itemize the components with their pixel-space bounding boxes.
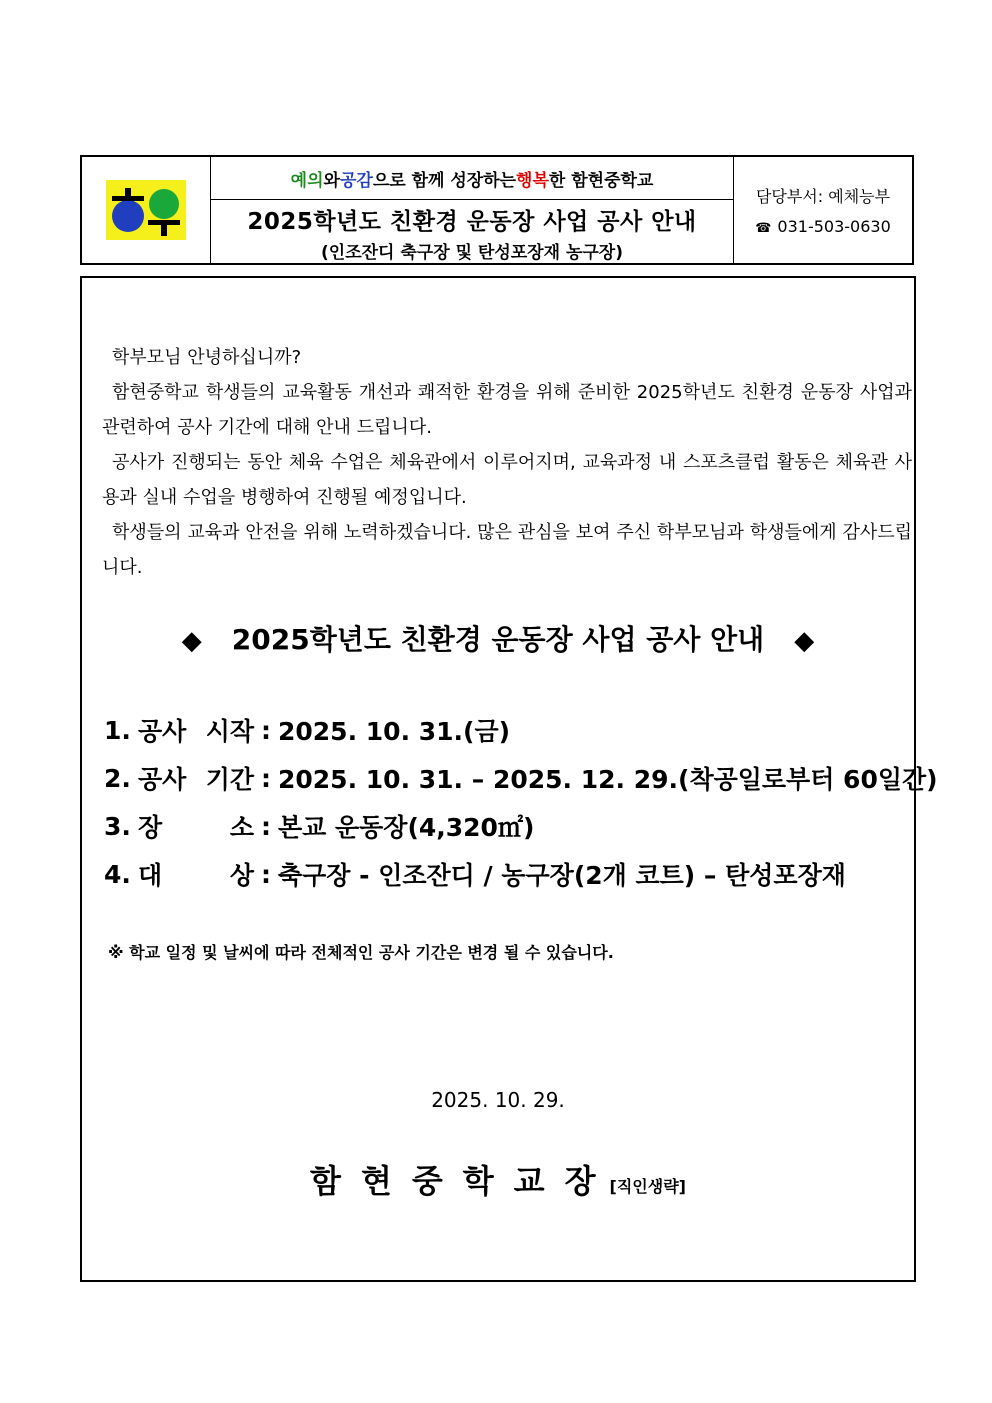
item-label-part: 공사: [138, 717, 187, 746]
diamond-icon: ◆: [794, 626, 815, 656]
school-logo-icon: [106, 180, 186, 240]
document-subtitle: (인조잔디 축구장 및 탄성포장재 농구장): [321, 242, 623, 263]
item-colon: :: [261, 859, 271, 889]
item-label: [138, 856, 254, 892]
detail-item: [104, 802, 938, 850]
schedule-note: ※ 학교 일정 및 날씨에 따라 전체적인 공사 기간은 변경 될 수 있습니다.: [108, 943, 614, 962]
intro-paragraph: 공사가 진행되는 동안 체육 수업은 체육관에서 이루어지며, 교육과정 내 스포츠클럽 활동은 체육관 사용과 실내 수업을 병행하여 진행될 예정입니다.: [102, 452, 912, 508]
issue-date: 2025. 10. 29.: [431, 1088, 565, 1112]
principal-signature: 함현중학교장: [310, 1162, 616, 1200]
document-title-block: [211, 200, 733, 263]
item-colon: :: [261, 811, 271, 841]
item-value: 2025. 10. 31.(금): [278, 717, 511, 746]
section-title-text: 2025학년도 친환경 운동장 사업 공사 안내: [231, 623, 765, 656]
school-slogan: [211, 157, 733, 200]
diamond-icon: ◆: [181, 626, 202, 656]
item-number: 2.: [104, 763, 131, 793]
item-label-part: 장: [138, 813, 163, 842]
intro-paragraph: 학생들의 교육과 안전을 위해 노력하겠습니다. 많은 관심을 보여 주신 학부모님과 학생들에게 감사드립니다.: [102, 522, 912, 578]
item-label-part: 소: [229, 813, 254, 842]
seal-omitted-label: [직인생략]: [609, 1177, 686, 1196]
intro-text: [102, 340, 912, 585]
item-colon: :: [261, 715, 271, 745]
document-header: [80, 155, 914, 265]
phone-icon: ☎: [755, 221, 772, 236]
intro-paragraph: 함현중학교 학생들의 교육활동 개선과 쾌적한 환경을 위해 준비한 2025학년도 친환경 운동장 사업과 관련하여 공사 기간에 대해 안내 드립니다.: [102, 382, 912, 438]
item-colon: :: [261, 763, 271, 793]
item-number: 1.: [104, 715, 131, 745]
item-label-part: 공사: [138, 765, 187, 794]
detail-item: [104, 754, 938, 802]
item-value: 축구장 - 인조잔디 / 농구장(2개 코트) – 탄성포장재: [278, 861, 846, 890]
item-number: 3.: [104, 811, 131, 841]
slogan-text: 와: [323, 170, 340, 191]
item-label: [138, 760, 254, 796]
detail-item: [104, 850, 938, 898]
item-label-part: 상: [229, 861, 254, 890]
item-label-part: 시작: [205, 717, 254, 746]
slogan-text: 으로 함께 성장하는: [372, 170, 517, 191]
item-label: [138, 808, 254, 844]
construction-details: [104, 706, 938, 898]
document-body: [80, 276, 938, 1282]
school-logo-cell: [82, 157, 211, 263]
section-title: [82, 618, 914, 658]
department-label: 담당부서: 예체능부: [755, 187, 891, 206]
slogan-word-courtesy: 예의: [290, 170, 324, 191]
item-label: [138, 712, 254, 748]
item-value: 본교 운동장(4,320㎡): [278, 813, 535, 842]
signature-block: [82, 1156, 914, 1202]
item-label-part: 기간: [205, 765, 254, 794]
slogan-word-empathy: 공감: [339, 170, 373, 191]
item-value: 2025. 10. 31. – 2025. 12. 29.(착공일로부터 60일간): [278, 765, 938, 794]
phone-line: [755, 217, 891, 236]
slogan-word-happiness: 행복: [516, 170, 549, 191]
item-label-part: 대: [138, 861, 163, 890]
header-title-cell: [211, 157, 734, 263]
slogan-text: 한 함현중학교: [548, 170, 654, 191]
detail-item: [104, 706, 938, 754]
contact-cell: [734, 157, 912, 263]
intro-paragraph: 학부모님 안녕하십니까?: [112, 347, 302, 368]
item-number: 4.: [104, 859, 131, 889]
document-title: 2025학년도 친환경 운동장 사업 공사 안내: [247, 208, 697, 235]
phone-number: 031-503-0630: [777, 217, 891, 236]
